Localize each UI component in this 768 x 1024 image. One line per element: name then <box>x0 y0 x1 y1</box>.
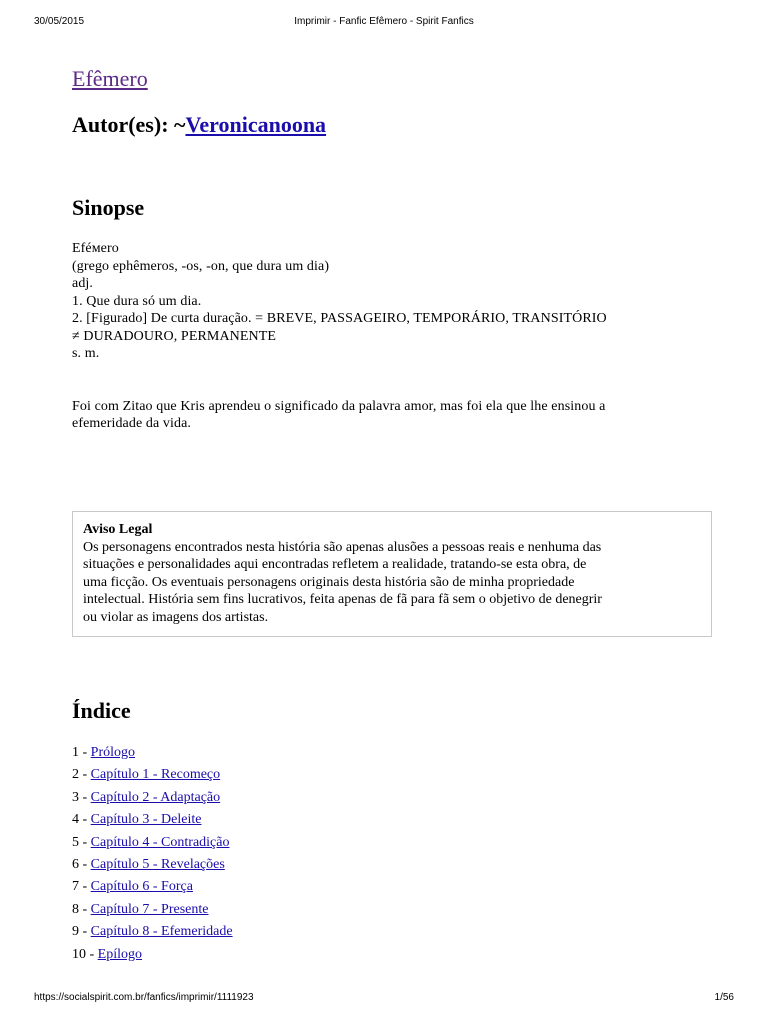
story-title-link[interactable]: Efêmero <box>72 66 148 91</box>
chapter-link[interactable]: Epílogo <box>97 946 143 962</box>
chapter-number: 2 - <box>72 767 91 783</box>
print-date: 30/05/2015 <box>34 16 85 27</box>
print-url: https://socialspirit.com.br/fanfics/imprimir/1111923 <box>34 992 254 1003</box>
chapter-link[interactable]: Capítulo 7 - Presente <box>90 901 209 917</box>
chapter-link[interactable]: Capítulo 3 - Deleite <box>90 812 202 828</box>
story-title <box>72 66 148 92</box>
chapter-item <box>72 834 233 856</box>
definition-line: s. m. <box>72 346 100 361</box>
legal-notice-box <box>72 511 712 637</box>
chapter-number: 6 - <box>72 856 91 872</box>
chapter-number: 7 - <box>72 879 91 895</box>
chapter-link[interactable]: Capítulo 6 - Força <box>90 879 193 895</box>
index-heading: Índice <box>72 698 131 723</box>
legal-notice-line: situações e personalidades aqui encontradas refletem a realidade, tratando-se esta obra, de <box>83 557 587 572</box>
chapter-item <box>72 946 233 968</box>
definition-line: adj. <box>72 276 94 291</box>
definition-line: 2. [Figurado] De curta duração. = BREVE, PASSAGEIRO, TEMPORÁRIO, TRANSITÓRIO <box>72 311 607 326</box>
chapter-item <box>72 878 233 900</box>
legal-notice-line: Os personagens encontrados nesta história são apenas alusões a pessoas reais e nenhuma das <box>83 539 602 555</box>
chapter-link[interactable]: Capítulo 5 - Revelações <box>90 856 225 872</box>
chapter-link[interactable]: Prólogo <box>90 745 136 760</box>
chapter-link[interactable]: Capítulo 1 - Recomeço <box>90 767 221 783</box>
chapter-item <box>72 901 233 923</box>
chapter-item <box>72 789 233 811</box>
authors-line <box>72 112 326 138</box>
definition-line: 1. Que dura só um dia. <box>72 293 202 309</box>
synopsis-body <box>72 240 712 433</box>
chapter-number: 9 - <box>72 924 91 940</box>
chapter-number: 10 - <box>72 946 98 962</box>
chapter-number: 1 - <box>72 745 91 760</box>
synopsis-heading: Sinopse <box>72 195 145 220</box>
synopsis-paragraph-line: Foi com Zitao que Kris aprendeu o significado da palavra amor, mas foi ela que lhe ensinou a <box>72 398 606 414</box>
chapter-number: 8 - <box>72 901 91 917</box>
chapter-link[interactable]: Capítulo 8 - Efemeridade <box>90 924 233 940</box>
print-header <box>34 16 734 30</box>
chapter-number: 5 - <box>72 834 91 850</box>
chapter-number: 3 - <box>72 789 91 805</box>
chapter-item <box>72 744 233 766</box>
chapter-link[interactable]: Capítulo 2 - Adaptação <box>90 789 221 805</box>
page-number: 1/56 <box>714 992 734 1003</box>
legal-notice-line: ou violar as imagens dos artistas. <box>83 609 269 625</box>
legal-notice-line: intelectual. História sem fins lucrativos, feita apenas de fã para fã sem o objetivo de denegrir <box>83 592 602 607</box>
legal-notice-title: Aviso Legal <box>83 522 153 537</box>
definition-line: (grego ephêmeros, -os, -on, que dura um dia) <box>72 258 330 274</box>
chapter-number: 4 - <box>72 812 91 828</box>
spacer <box>72 363 712 398</box>
author-link[interactable]: Veronicanoona <box>185 112 327 137</box>
legal-notice-line: uma ficção. Os eventuais personagens originais desta história são de minha propriedade <box>83 574 575 590</box>
chapter-link[interactable]: Capítulo 4 - Contradição <box>90 834 230 850</box>
chapter-item <box>72 856 233 878</box>
print-footer <box>34 992 734 1006</box>
chapter-item <box>72 766 233 788</box>
print-document-title: Imprimir - Fanfic Efêmero - Spirit Fanfics <box>294 16 474 27</box>
definition-line: ≠ DURADOURO, PERMANENTE <box>72 328 277 344</box>
chapter-item <box>72 811 233 833</box>
chapter-item <box>72 923 233 945</box>
synopsis-paragraph-line: efemeridade da vida. <box>72 416 191 431</box>
definition-line: Eféмero <box>72 241 119 256</box>
chapter-index-list <box>72 744 233 968</box>
authors-label: Autor(es): ~ <box>72 112 186 137</box>
